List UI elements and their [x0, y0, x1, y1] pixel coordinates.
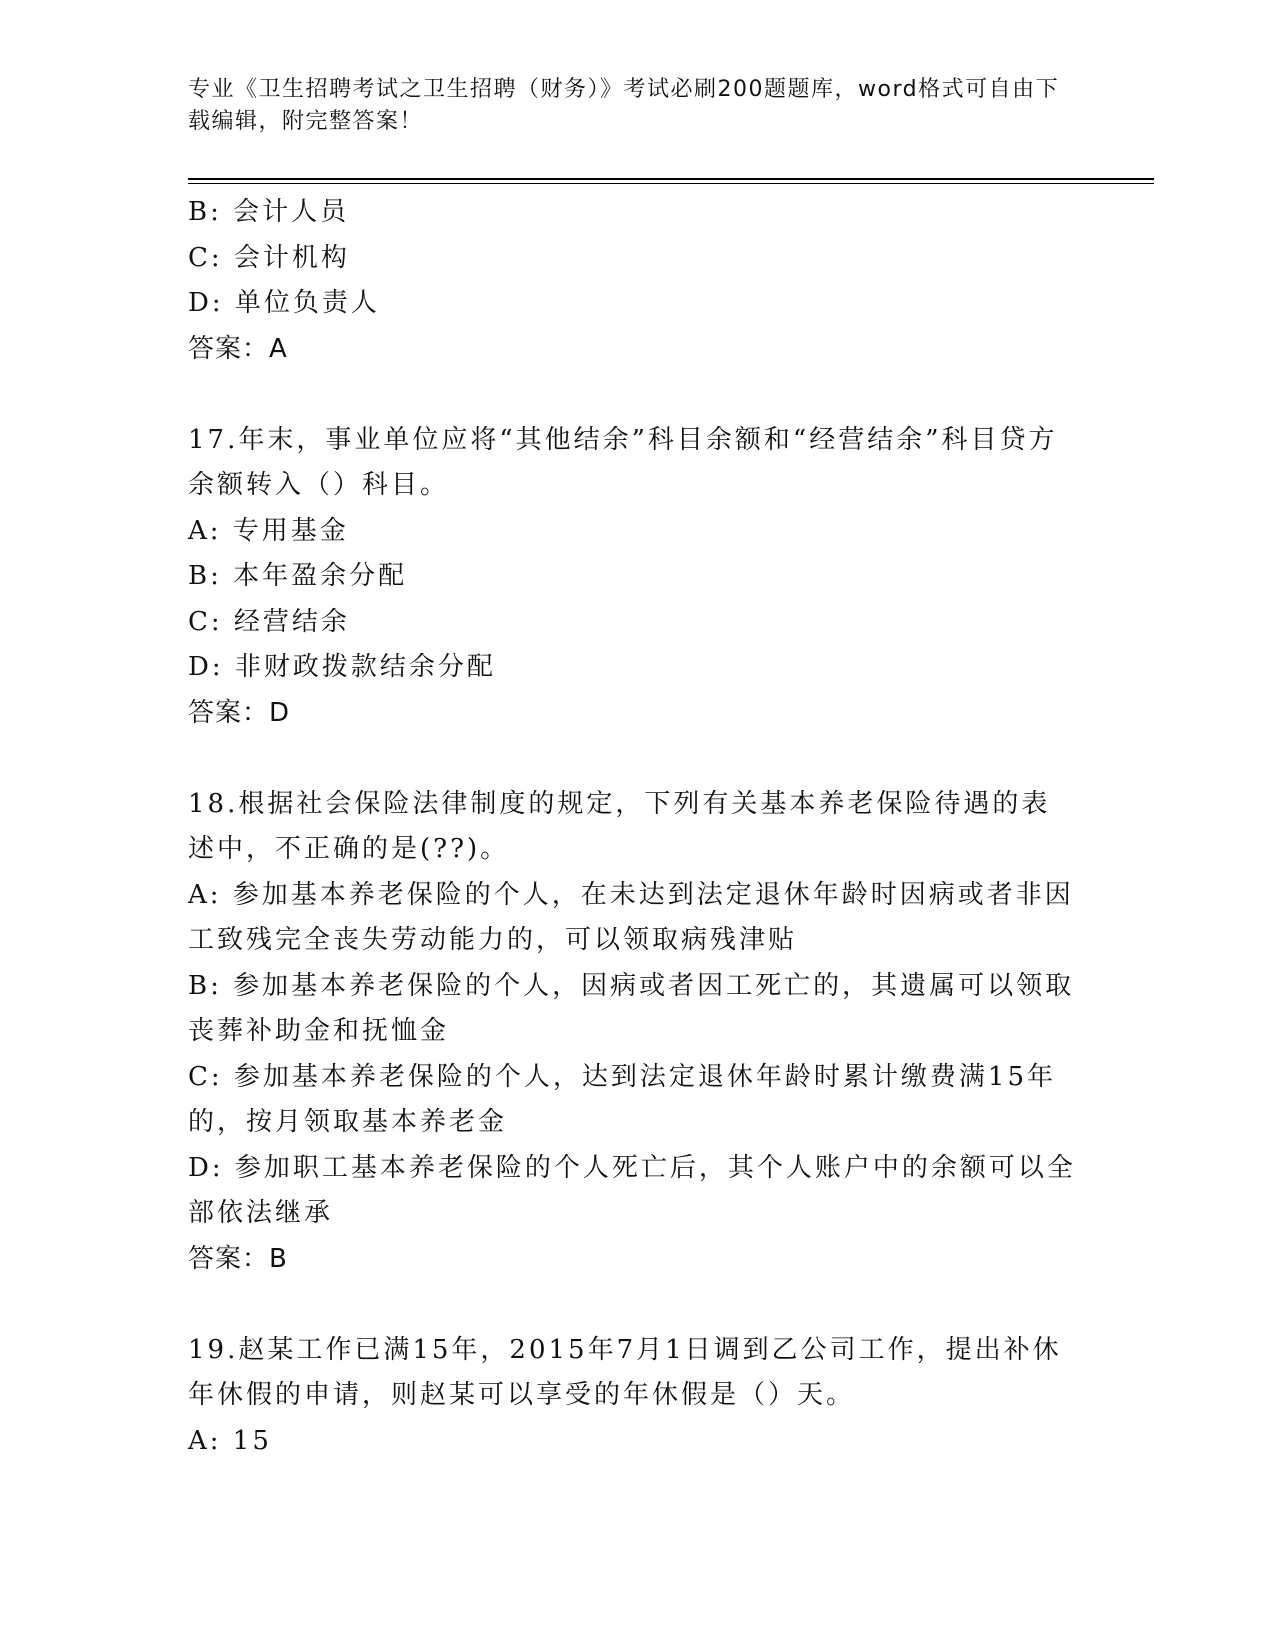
q16-option-c: C: 会计机构	[188, 242, 350, 273]
spacer	[188, 736, 1078, 782]
spacer	[188, 1282, 1078, 1328]
q17-answer: 答案：D	[188, 697, 291, 728]
q18-option-d: D: 参加职工基本养老保险的个人死亡后，其个人账户中的余额可以全部依法继承	[188, 1152, 1076, 1228]
q18-option-c: C: 参加基本养老保险的个人，达到法定退休年龄时累计缴费满15年的，按月领取基本养老金	[188, 1061, 1057, 1137]
document-header: 专业《卫生招聘考试之卫生招聘（财务）》考试必刷200题题库，word格式可自由下载编辑，附完整答案！	[188, 77, 1060, 134]
q19-option-a: A: 15	[188, 1425, 272, 1456]
q17-option-c: C: 经营结余	[188, 606, 350, 637]
q16-option-d: D: 单位负责人	[188, 288, 380, 318]
q19-stem: 19.赵某工作已满15年，2015年7月1日调到乙公司工作，提出补休年休假的申请，则赵某可以享受的年休假是（）天。	[188, 1334, 1062, 1410]
q16-answer: 答案：A	[188, 333, 288, 364]
q17-option-b: B: 本年盈余分配	[188, 561, 408, 591]
q18-answer: 答案：B	[188, 1243, 288, 1274]
q18-option-a: A: 参加基本养老保险的个人，在未达到法定退休年龄时因病或者非因工致残完全丧失劳动能力的，可以领取病残津贴	[188, 879, 1074, 955]
q18-stem: 18.根据社会保险法律制度的规定，下列有关基本养老保险待遇的表述中，不正确的是(??)。	[188, 788, 1051, 864]
q17-stem: 17.年末，事业单位应将“其他结余”科目余额和“经营结余”科目贷方余额转入（）科目。	[188, 424, 1058, 500]
q17-option-d: D: 非财政拨款结余分配	[188, 652, 496, 682]
header-divider-thin	[188, 183, 1154, 184]
q16-option-b: B: 会计人员	[188, 197, 350, 227]
spacer	[188, 372, 1078, 418]
q18-option-b: B: 参加基本养老保险的个人，因病或者因工死亡的，其遗属可以领取丧葬补助金和抚恤金	[188, 970, 1075, 1046]
q17-option-a: A: 专用基金	[188, 515, 349, 546]
question-content	[188, 190, 1078, 1464]
header-divider-thick	[188, 178, 1154, 180]
